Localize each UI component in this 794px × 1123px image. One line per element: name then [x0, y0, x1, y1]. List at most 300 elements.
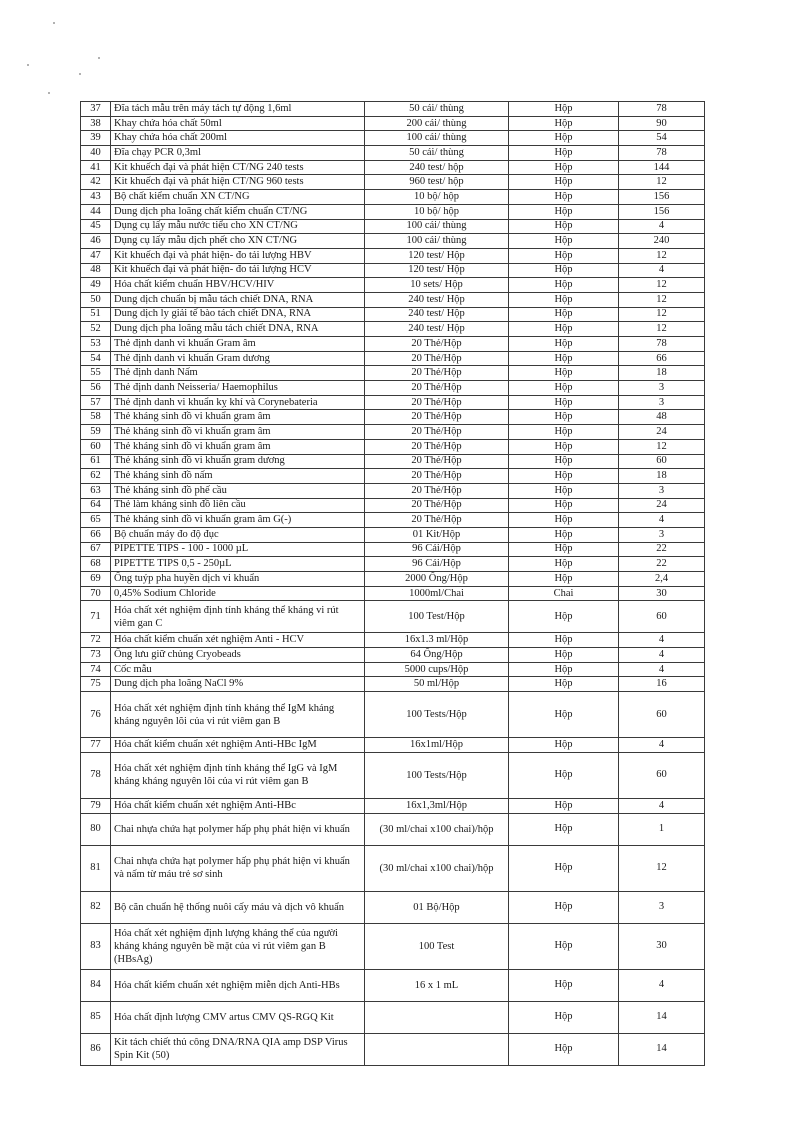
- item-spec: 20 Thẻ/Hộp: [365, 498, 509, 513]
- item-unit: Hộp: [509, 891, 619, 923]
- item-unit: Hộp: [509, 204, 619, 219]
- item-quantity: 14: [619, 1001, 705, 1033]
- item-quantity: 12: [619, 278, 705, 293]
- item-unit: Hộp: [509, 498, 619, 513]
- item-quantity: 24: [619, 425, 705, 440]
- item-quantity: 78: [619, 102, 705, 117]
- item-unit: Hộp: [509, 234, 619, 249]
- item-unit: Hộp: [509, 116, 619, 131]
- item-quantity: 12: [619, 175, 705, 190]
- item-quantity: 2,4: [619, 572, 705, 587]
- item-spec: 1000ml/Chai: [365, 586, 509, 601]
- item-unit: Hộp: [509, 572, 619, 587]
- table-row: [81, 692, 705, 738]
- item-name: Thẻ kháng sinh đồ vi khuẩn gram dương: [111, 454, 365, 469]
- item-spec: 100 Test/Hộp: [365, 601, 509, 633]
- row-number: 76: [81, 692, 111, 738]
- row-number: 51: [81, 307, 111, 322]
- table-row: [81, 292, 705, 307]
- table-row: [81, 234, 705, 249]
- item-name: PIPETTE TIPS 0,5 - 250µL: [111, 557, 365, 572]
- row-number: 85: [81, 1001, 111, 1033]
- item-spec: 20 Thẻ/Hộp: [365, 366, 509, 381]
- item-spec: 100 cái/ thùng: [365, 219, 509, 234]
- table-row: [81, 1033, 705, 1065]
- row-number: 82: [81, 891, 111, 923]
- item-name: Kit khuếch đại và phát hiện CT/NG 240 tests: [111, 160, 365, 175]
- item-name: Thẻ kháng sinh đồ vi khuẩn gram âm: [111, 410, 365, 425]
- row-number: 68: [81, 557, 111, 572]
- item-spec: 20 Thẻ/Hộp: [365, 395, 509, 410]
- item-unit: Hộp: [509, 738, 619, 753]
- item-name: Hóa chất kiểm chuẩn HBV/HCV/HIV: [111, 278, 365, 293]
- table-row: [81, 219, 705, 234]
- item-name: Cốc mẫu: [111, 662, 365, 677]
- table-row: [81, 307, 705, 322]
- row-number: 73: [81, 648, 111, 663]
- table-row: [81, 116, 705, 131]
- item-quantity: 4: [619, 633, 705, 648]
- item-name: Dung dịch ly giải tế bào tách chiết DNA, RNA: [111, 307, 365, 322]
- row-number: 78: [81, 752, 111, 798]
- item-quantity: 12: [619, 439, 705, 454]
- table-row: [81, 662, 705, 677]
- item-name: Kit khuếch đại và phát hiện- đo tải lượng HBV: [111, 248, 365, 263]
- item-quantity: 12: [619, 307, 705, 322]
- item-name: Hóa chất xét nghiệm định tính kháng thể IgG và IgM kháng kháng nguyên lõi của vi rút viêm gan B: [111, 752, 365, 798]
- row-number: 56: [81, 381, 111, 396]
- item-name: Dung dịch pha loãng chất kiểm chuẩn CT/NG: [111, 204, 365, 219]
- item-quantity: 4: [619, 969, 705, 1001]
- item-quantity: 22: [619, 557, 705, 572]
- table-row: [81, 572, 705, 587]
- table-row: [81, 395, 705, 410]
- item-name: Khay chứa hóa chất 200ml: [111, 131, 365, 146]
- item-name: Thẻ định danh Nấm: [111, 366, 365, 381]
- item-name: Kit khuếch đại và phát hiện- đo tải lượng HCV: [111, 263, 365, 278]
- item-name: Khay chứa hóa chất 50ml: [111, 116, 365, 131]
- item-name: Hóa chất xét nghiệm định lượng kháng thể của người kháng kháng nguyên bề mặt của vi rút viêm gan B (HBsAg): [111, 923, 365, 969]
- item-quantity: 12: [619, 845, 705, 891]
- item-unit: Hộp: [509, 1033, 619, 1065]
- item-unit: Hộp: [509, 351, 619, 366]
- item-unit: Hộp: [509, 248, 619, 263]
- item-name: Đĩa tách mẫu trên máy tách tự động 1,6ml: [111, 102, 365, 117]
- item-spec: 10 bộ/ hộp: [365, 190, 509, 205]
- table-row: [81, 278, 705, 293]
- item-unit: Chai: [509, 586, 619, 601]
- table-row: [81, 798, 705, 813]
- item-unit: Hộp: [509, 483, 619, 498]
- item-quantity: 4: [619, 219, 705, 234]
- table-row: [81, 175, 705, 190]
- item-spec: 20 Thẻ/Hộp: [365, 454, 509, 469]
- item-name: Chai nhựa chứa hạt polymer hấp phụ phát hiện vi khuẩn và nấm từ máu trẻ sơ sinh: [111, 845, 365, 891]
- item-quantity: 18: [619, 469, 705, 484]
- item-name: Bộ căn chuẩn hệ thống nuôi cấy máu và dịch vô khuẩn: [111, 891, 365, 923]
- item-quantity: 3: [619, 483, 705, 498]
- row-number: 42: [81, 175, 111, 190]
- item-name: Bộ chuẩn máy đo độ đục: [111, 527, 365, 542]
- item-name: Hóa chất xét nghiệm định tính kháng thể kháng vi rút viêm gan C: [111, 601, 365, 633]
- item-name: Thẻ kháng sinh đồ nấm: [111, 469, 365, 484]
- item-quantity: 240: [619, 234, 705, 249]
- row-number: 41: [81, 160, 111, 175]
- item-spec: 20 Thẻ/Hộp: [365, 439, 509, 454]
- item-spec: 96 Cái/Hộp: [365, 557, 509, 572]
- item-name: Thẻ định danh vi khuẩn kỵ khí và Corynebateria: [111, 395, 365, 410]
- item-unit: Hộp: [509, 662, 619, 677]
- item-spec: 16x1ml/Hộp: [365, 738, 509, 753]
- table-row: [81, 439, 705, 454]
- table-row: [81, 131, 705, 146]
- item-spec: 16 x 1 mL: [365, 969, 509, 1001]
- table-row: [81, 366, 705, 381]
- item-unit: Hộp: [509, 648, 619, 663]
- row-number: 80: [81, 813, 111, 845]
- item-spec: 20 Thẻ/Hộp: [365, 469, 509, 484]
- item-name: Dung dịch chuẩn bị mẫu tách chiết DNA, RNA: [111, 292, 365, 307]
- table-row: [81, 454, 705, 469]
- item-unit: Hộp: [509, 1001, 619, 1033]
- item-quantity: 12: [619, 292, 705, 307]
- item-spec: 120 test/ Hộp: [365, 263, 509, 278]
- item-name: Hóa chất kiểm chuẩn xét nghiệm Anti-HBc: [111, 798, 365, 813]
- item-name: Ống tuýp pha huyền dịch vi khuẩn: [111, 572, 365, 587]
- item-name: Đĩa chạy PCR 0,3ml: [111, 146, 365, 161]
- row-number: 83: [81, 923, 111, 969]
- item-name: Kit khuếch đại và phát hiện CT/NG 960 tests: [111, 175, 365, 190]
- item-spec: 100 cái/ thùng: [365, 234, 509, 249]
- row-number: 59: [81, 425, 111, 440]
- item-quantity: 4: [619, 513, 705, 528]
- item-spec: 240 test/ Hộp: [365, 322, 509, 337]
- item-unit: Hộp: [509, 160, 619, 175]
- table-row: [81, 586, 705, 601]
- item-spec: 20 Thẻ/Hộp: [365, 425, 509, 440]
- row-number: 46: [81, 234, 111, 249]
- item-spec: 50 ml/Hộp: [365, 677, 509, 692]
- item-quantity: 78: [619, 146, 705, 161]
- item-spec: 100 Tests/Hộp: [365, 692, 509, 738]
- item-unit: Hộp: [509, 692, 619, 738]
- row-number: 49: [81, 278, 111, 293]
- table-row: [81, 752, 705, 798]
- table-row: [81, 845, 705, 891]
- item-unit: Hộp: [509, 410, 619, 425]
- item-spec: 96 Cái/Hộp: [365, 542, 509, 557]
- item-name: Hóa chất kiểm chuẩn xét nghiệm Anti-HBc IgM: [111, 738, 365, 753]
- item-unit: Hộp: [509, 395, 619, 410]
- row-number: 62: [81, 469, 111, 484]
- row-number: 81: [81, 845, 111, 891]
- row-number: 58: [81, 410, 111, 425]
- table-row: [81, 738, 705, 753]
- row-number: 86: [81, 1033, 111, 1065]
- item-quantity: 4: [619, 798, 705, 813]
- item-name: Thẻ định danh vi khuẩn Gram âm: [111, 337, 365, 352]
- item-quantity: 156: [619, 204, 705, 219]
- row-number: 45: [81, 219, 111, 234]
- item-quantity: 3: [619, 395, 705, 410]
- row-number: 39: [81, 131, 111, 146]
- item-unit: Hộp: [509, 542, 619, 557]
- item-name: Hóa chất kiểm chuẩn xét nghiệm Anti - HCV: [111, 633, 365, 648]
- item-unit: Hộp: [509, 677, 619, 692]
- item-unit: Hộp: [509, 845, 619, 891]
- item-spec: 20 Thẻ/Hộp: [365, 410, 509, 425]
- row-number: 50: [81, 292, 111, 307]
- supplies-table: [80, 101, 705, 1066]
- table-row: [81, 204, 705, 219]
- item-quantity: 48: [619, 410, 705, 425]
- item-unit: Hộp: [509, 292, 619, 307]
- item-spec: (30 ml/chai x100 chai)/hộp: [365, 845, 509, 891]
- scan-specks: [0, 0, 140, 100]
- item-unit: Hộp: [509, 454, 619, 469]
- table-row: [81, 425, 705, 440]
- item-quantity: 144: [619, 160, 705, 175]
- item-quantity: 12: [619, 322, 705, 337]
- item-quantity: 3: [619, 381, 705, 396]
- item-quantity: 4: [619, 662, 705, 677]
- table-row: [81, 513, 705, 528]
- row-number: 57: [81, 395, 111, 410]
- table-row: [81, 263, 705, 278]
- item-spec: 120 test/ Hộp: [365, 248, 509, 263]
- item-quantity: 18: [619, 366, 705, 381]
- row-number: 52: [81, 322, 111, 337]
- row-number: 53: [81, 337, 111, 352]
- item-name: Chai nhựa chứa hạt polymer hấp phụ phát hiện vi khuẩn: [111, 813, 365, 845]
- row-number: 64: [81, 498, 111, 513]
- table-row: [81, 1001, 705, 1033]
- item-spec: 16x1,3ml/Hộp: [365, 798, 509, 813]
- row-number: 63: [81, 483, 111, 498]
- item-name: Thẻ kháng sinh đồ vi khuẩn gram âm: [111, 439, 365, 454]
- item-quantity: 3: [619, 527, 705, 542]
- item-spec: 20 Thẻ/Hộp: [365, 337, 509, 352]
- item-quantity: 60: [619, 752, 705, 798]
- item-unit: Hộp: [509, 307, 619, 322]
- item-name: Dung dịch pha loãng NaCl 9%: [111, 677, 365, 692]
- item-spec: 20 Thẻ/Hộp: [365, 351, 509, 366]
- item-spec: 50 cái/ thùng: [365, 102, 509, 117]
- item-spec: 10 bộ/ hộp: [365, 204, 509, 219]
- item-spec: 20 Thẻ/Hộp: [365, 513, 509, 528]
- item-unit: Hộp: [509, 969, 619, 1001]
- row-number: 66: [81, 527, 111, 542]
- item-unit: Hộp: [509, 425, 619, 440]
- row-number: 75: [81, 677, 111, 692]
- item-quantity: 30: [619, 586, 705, 601]
- item-unit: Hộp: [509, 923, 619, 969]
- table-row: [81, 483, 705, 498]
- item-spec: 200 cái/ thùng: [365, 116, 509, 131]
- table-row: [81, 969, 705, 1001]
- table-row: [81, 351, 705, 366]
- item-quantity: 12: [619, 248, 705, 263]
- row-number: 60: [81, 439, 111, 454]
- item-spec: [365, 1001, 509, 1033]
- item-quantity: 60: [619, 454, 705, 469]
- row-number: 61: [81, 454, 111, 469]
- item-unit: Hộp: [509, 131, 619, 146]
- table-row: [81, 190, 705, 205]
- item-name: Thẻ kháng sinh đồ vi khuẩn gram âm: [111, 425, 365, 440]
- row-number: 71: [81, 601, 111, 633]
- item-quantity: 60: [619, 601, 705, 633]
- item-quantity: 1: [619, 813, 705, 845]
- row-number: 77: [81, 738, 111, 753]
- item-name: Bộ chất kiểm chuẩn XN CT/NG: [111, 190, 365, 205]
- item-spec: 01 Bộ/Hộp: [365, 891, 509, 923]
- item-unit: Hộp: [509, 146, 619, 161]
- item-unit: Hộp: [509, 439, 619, 454]
- item-name: Thẻ làm kháng sinh đồ liên cầu: [111, 498, 365, 513]
- item-spec: 20 Thẻ/Hộp: [365, 381, 509, 396]
- item-spec: 64 Ống/Hộp: [365, 648, 509, 663]
- item-unit: Hộp: [509, 513, 619, 528]
- table-row: [81, 527, 705, 542]
- item-unit: Hộp: [509, 263, 619, 278]
- item-spec: 01 Kit/Hộp: [365, 527, 509, 542]
- item-spec: 100 cái/ thùng: [365, 131, 509, 146]
- row-number: 37: [81, 102, 111, 117]
- item-quantity: 24: [619, 498, 705, 513]
- row-number: 69: [81, 572, 111, 587]
- item-unit: Hộp: [509, 557, 619, 572]
- row-number: 65: [81, 513, 111, 528]
- row-number: 48: [81, 263, 111, 278]
- item-spec: 100 Tests/Hộp: [365, 752, 509, 798]
- table-row: [81, 601, 705, 633]
- item-name: Dụng cụ lấy mẫu nước tiểu cho XN CT/NG: [111, 219, 365, 234]
- item-name: Thẻ định danh vi khuẩn Gram dương: [111, 351, 365, 366]
- row-number: 84: [81, 969, 111, 1001]
- item-spec: 240 test/ Hộp: [365, 307, 509, 322]
- item-quantity: 90: [619, 116, 705, 131]
- row-number: 40: [81, 146, 111, 161]
- item-name: PIPETTE TIPS - 100 - 1000 µL: [111, 542, 365, 557]
- item-name: Thẻ kháng sinh đồ phế cầu: [111, 483, 365, 498]
- item-quantity: 78: [619, 337, 705, 352]
- item-spec: 10 sets/ Hộp: [365, 278, 509, 293]
- table-row: [81, 677, 705, 692]
- item-quantity: 4: [619, 263, 705, 278]
- item-name: Ống lưu giữ chủng Cryobeads: [111, 648, 365, 663]
- table-row: [81, 891, 705, 923]
- item-quantity: 4: [619, 648, 705, 663]
- row-number: 67: [81, 542, 111, 557]
- item-unit: Hộp: [509, 527, 619, 542]
- table-row: [81, 160, 705, 175]
- item-quantity: 156: [619, 190, 705, 205]
- item-unit: Hộp: [509, 469, 619, 484]
- item-unit: Hộp: [509, 601, 619, 633]
- item-unit: Hộp: [509, 219, 619, 234]
- item-name: Dụng cụ lấy mẫu dịch phết cho XN CT/NG: [111, 234, 365, 249]
- table-row: [81, 337, 705, 352]
- item-name: Thẻ kháng sinh đồ vi khuẩn gram âm G(-): [111, 513, 365, 528]
- table-row: [81, 633, 705, 648]
- table-row: [81, 923, 705, 969]
- item-name: Dung dịch pha loãng mẫu tách chiết DNA, RNA: [111, 322, 365, 337]
- table-row: [81, 102, 705, 117]
- item-spec: 20 Thẻ/Hộp: [365, 483, 509, 498]
- item-quantity: 22: [619, 542, 705, 557]
- item-spec: 240 test/ hộp: [365, 160, 509, 175]
- item-spec: 16x1.3 ml/Hộp: [365, 633, 509, 648]
- item-spec: 240 test/ Hộp: [365, 292, 509, 307]
- item-unit: Hộp: [509, 798, 619, 813]
- item-spec: 5000 cups/Hộp: [365, 662, 509, 677]
- item-unit: Hộp: [509, 102, 619, 117]
- item-name: Hóa chất xét nghiệm định tính kháng thể IgM kháng kháng nguyên lõi của vi rút viêm gan B: [111, 692, 365, 738]
- item-spec: 960 test/ hộp: [365, 175, 509, 190]
- table-row: [81, 648, 705, 663]
- row-number: 43: [81, 190, 111, 205]
- item-name: Hóa chất định lượng CMV artus CMV QS-RGQ Kit: [111, 1001, 365, 1033]
- row-number: 55: [81, 366, 111, 381]
- row-number: 72: [81, 633, 111, 648]
- row-number: 54: [81, 351, 111, 366]
- item-unit: Hộp: [509, 278, 619, 293]
- item-unit: Hộp: [509, 175, 619, 190]
- row-number: 70: [81, 586, 111, 601]
- item-quantity: 16: [619, 677, 705, 692]
- item-unit: Hộp: [509, 366, 619, 381]
- item-unit: Hộp: [509, 752, 619, 798]
- item-spec: 100 Test: [365, 923, 509, 969]
- table-row: [81, 410, 705, 425]
- item-unit: Hộp: [509, 190, 619, 205]
- table-row: [81, 469, 705, 484]
- item-quantity: 30: [619, 923, 705, 969]
- item-unit: Hộp: [509, 633, 619, 648]
- item-unit: Hộp: [509, 381, 619, 396]
- item-unit: Hộp: [509, 337, 619, 352]
- item-quantity: 54: [619, 131, 705, 146]
- item-quantity: 14: [619, 1033, 705, 1065]
- row-number: 38: [81, 116, 111, 131]
- table-row: [81, 322, 705, 337]
- table-row: [81, 813, 705, 845]
- row-number: 74: [81, 662, 111, 677]
- table-row: [81, 542, 705, 557]
- table-row: [81, 498, 705, 513]
- item-quantity: 3: [619, 891, 705, 923]
- item-name: 0,45% Sodium Chloride: [111, 586, 365, 601]
- row-number: 79: [81, 798, 111, 813]
- table-row: [81, 557, 705, 572]
- table-row: [81, 146, 705, 161]
- table-row: [81, 248, 705, 263]
- item-quantity: 66: [619, 351, 705, 366]
- item-spec: 2000 Ống/Hộp: [365, 572, 509, 587]
- item-quantity: 60: [619, 692, 705, 738]
- item-name: Hóa chất kiểm chuẩn xét nghiệm miễn dịch Anti-HBs: [111, 969, 365, 1001]
- item-name: Kit tách chiết thủ công DNA/RNA QIA amp DSP Virus Spin Kit (50): [111, 1033, 365, 1065]
- item-unit: Hộp: [509, 322, 619, 337]
- item-name: Thẻ định danh Neisseria/ Haemophilus: [111, 381, 365, 396]
- item-unit: Hộp: [509, 813, 619, 845]
- item-spec: 50 cái/ thùng: [365, 146, 509, 161]
- item-spec: [365, 1033, 509, 1065]
- item-quantity: 4: [619, 738, 705, 753]
- row-number: 47: [81, 248, 111, 263]
- item-spec: (30 ml/chai x100 chai)/hộp: [365, 813, 509, 845]
